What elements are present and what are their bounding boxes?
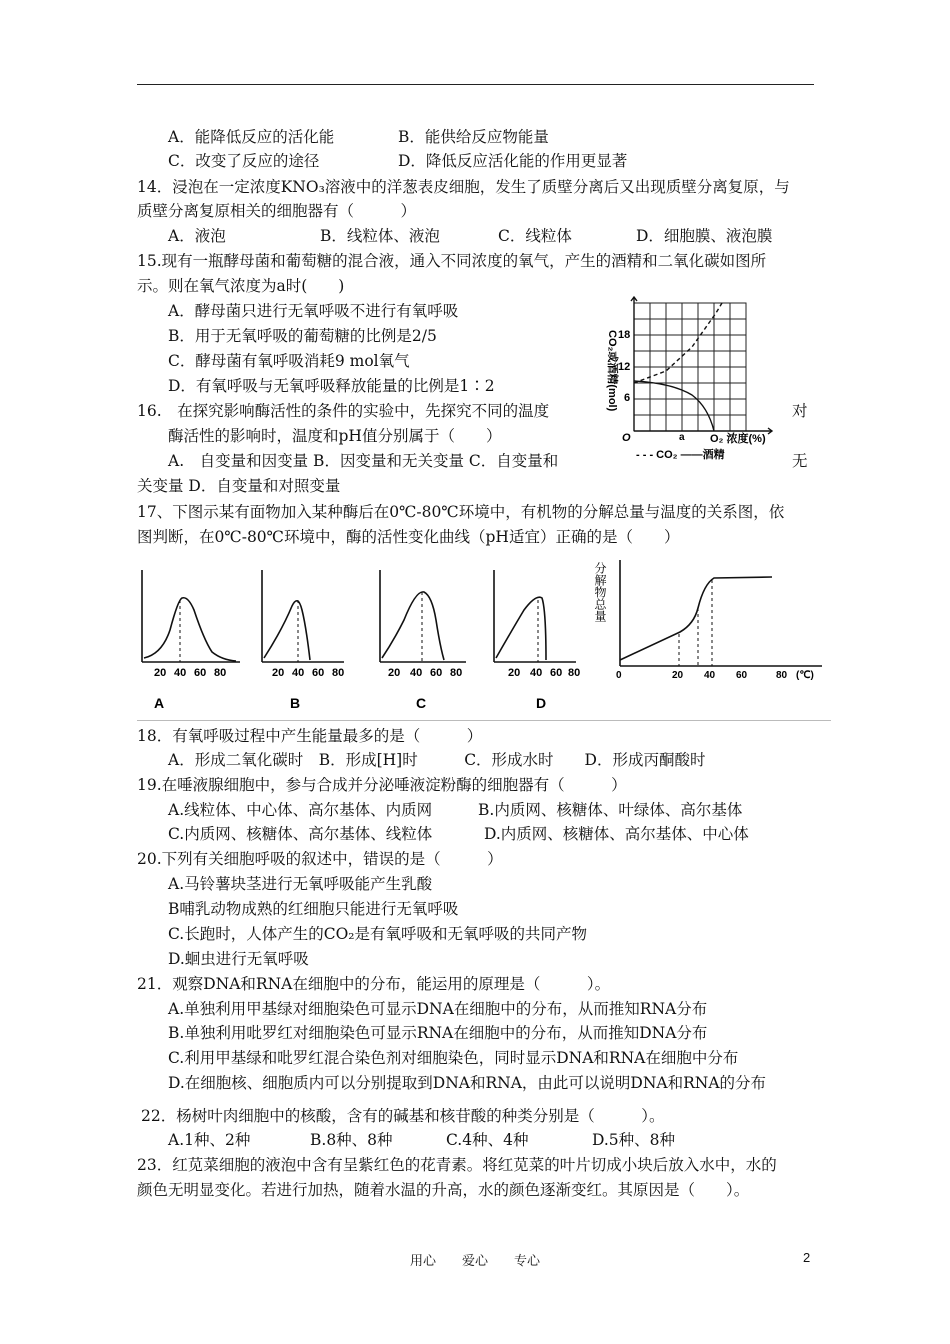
q15-option-a: A．酵母菌只进行无氧呼吸不进行有氧呼吸 bbox=[168, 302, 459, 320]
q19-stem: 19.在唾液腺细胞中，参与合成并分泌唾液淀粉酶的细胞器有（ ） bbox=[137, 776, 627, 794]
q15-figure bbox=[592, 295, 792, 463]
fig17-a-tick-20: 20 bbox=[154, 667, 167, 679]
q13-option-b: B．能供给反应物能量 bbox=[398, 128, 549, 146]
q15-option-d: D．有氧呼吸与无氧呼吸释放能量的比例是1∶2 bbox=[168, 377, 495, 395]
q19-option-c: C.内质网、核糖体、高尔基体、线粒体 bbox=[168, 825, 433, 843]
fig17-label-d: D bbox=[536, 695, 547, 711]
q16-stem-line2: 酶活性的影响时，温度和pH值分别属于（ ） bbox=[168, 427, 502, 445]
fig17-c-tick-80: 80 bbox=[450, 667, 463, 679]
fig17-d-tick-20: 20 bbox=[508, 667, 521, 679]
q20-option-d: D.蛔虫进行无氧呼吸 bbox=[168, 950, 309, 968]
q23-stem-line1: 23．红苋菜细胞的液泡中含有呈紫红色的花青素。将红苋菜的叶片切成小块后放入水中，水的 bbox=[137, 1156, 777, 1174]
q21-option-c: C.利用甲基绿和吡罗红混合染色剂对细胞染色，同时显示DNA和RNA在细胞中分布 bbox=[168, 1049, 739, 1067]
fig17-b-tick-80: 80 bbox=[332, 667, 345, 679]
fig17-label-a: A bbox=[154, 695, 165, 711]
q14-stem-line2: 质壁分离复原相关的细胞器有（ ） bbox=[137, 202, 417, 220]
q16-options-line2: 关变量 D．自变量和对照变量 bbox=[137, 477, 341, 495]
q20-option-b: B哺乳动物成熟的红细胞只能进行无氧呼吸 bbox=[168, 900, 459, 918]
fig15-ytick-18: 18 bbox=[618, 329, 631, 341]
fig17-d-tick-60: 60 bbox=[550, 667, 563, 679]
fig17-d-tick-80: 80 bbox=[568, 667, 581, 679]
q18-options: A．形成二氧化碳时 B．形成[H]时 C．形成水时 D．形成丙酮酸时 bbox=[168, 751, 706, 769]
q13-option-d: D．降低反应活化能的作用更显著 bbox=[398, 152, 628, 170]
q17-figure bbox=[132, 550, 832, 718]
q22-option-b: B.8种、8种 bbox=[310, 1131, 393, 1149]
fig17-a-tick-60: 60 bbox=[194, 667, 207, 679]
q15-stem-line1: 15.现有一瓶酵母菌和葡萄糖的混合液，通入不同浓度的氧气，产生的酒精和二氧化碳如图所 bbox=[137, 252, 767, 270]
q22-option-d: D.5种、8种 bbox=[592, 1131, 676, 1149]
q19-option-b: B.内质网、核糖体、叶绿体、高尔基体 bbox=[478, 801, 743, 819]
q22-stem: 22．杨树叶肉细胞中的核酸，含有的碱基和核苷酸的种类分别是（ ）。 bbox=[141, 1107, 665, 1125]
q15-option-c: C．酵母菌有氧呼吸消耗9 mol氧气 bbox=[168, 352, 410, 370]
fig17-label-b: B bbox=[290, 695, 301, 711]
q14-option-c: C．线粒体 bbox=[498, 227, 572, 245]
q14-option-a: A．液泡 bbox=[168, 227, 226, 245]
q21-option-b: B.单独利用吡罗红对细胞染色可显示RNA在细胞中的分布，从而推知DNA分布 bbox=[168, 1024, 708, 1042]
q22-option-a: A.1种、2种 bbox=[168, 1131, 251, 1149]
q14-option-b: B．线粒体、液泡 bbox=[320, 227, 440, 245]
fig17-c-tick-60: 60 bbox=[430, 667, 443, 679]
q16-stem-line1-tail: 对 bbox=[792, 402, 808, 420]
fig15-ytick-12: 12 bbox=[618, 361, 631, 373]
fig17-c-tick-40: 40 bbox=[410, 667, 423, 679]
q18-stem: 18．有氧呼吸过程中产生能量最多的是（ ） bbox=[137, 727, 483, 745]
fig17-big-xtick-20: 20 bbox=[672, 670, 684, 681]
fig17-b-tick-20: 20 bbox=[272, 667, 285, 679]
fig15-ylabel: CO₂或酒精(mol) bbox=[606, 330, 618, 412]
q17-stem-line2: 图判断，在0℃-80℃环境中，酶的活性变化曲线（pH适宜）正确的是（ ） bbox=[137, 528, 680, 546]
fig17-big-xtick-0: 0 bbox=[616, 670, 622, 681]
q23-stem-line2: 颜色无明显变化。若进行加热，随着水温的升高，水的颜色逐渐变红。其原因是（ ）。 bbox=[137, 1181, 750, 1199]
fig15-origin: O bbox=[622, 432, 631, 444]
q17-stem-line1: 17、下图示某有面物加入某种酶后在0℃-80℃环境中，有机物的分解总量与温度的关系图，依 bbox=[137, 503, 785, 521]
page-footer: 用心 爱心 专心 bbox=[409, 1254, 540, 1269]
fig15-legend: - - - CO₂ ——酒精 bbox=[636, 449, 725, 461]
q20-option-c: C.长跑时，人体产生的CO₂是有氧呼吸和无氧呼吸的共同产物 bbox=[168, 925, 588, 943]
q15-stem-line2: 示。则在氧气浓度为a时( ) bbox=[137, 277, 345, 295]
q15-option-b: B．用于无氧呼吸的葡萄糖的比例是2/5 bbox=[168, 327, 437, 345]
fig17-big-unit: (℃) bbox=[796, 670, 814, 681]
figure-divider bbox=[137, 720, 831, 721]
header-rule bbox=[137, 84, 814, 85]
fig17-big-xtick-60: 60 bbox=[736, 670, 748, 681]
fig17-b-tick-60: 60 bbox=[312, 667, 325, 679]
page-number: 2 bbox=[803, 1250, 811, 1265]
fig15-xlabel: O₂ 浓度(%) bbox=[710, 433, 766, 445]
q16-options-tail: 无 bbox=[792, 452, 808, 470]
q21-option-d: D.在细胞核、细胞质内可以分别提取到DNA和RNA，由此可以说明DNA和RNA的分布 bbox=[168, 1074, 767, 1092]
q16-options: A. 自变量和因变量 B．因变量和无关变量 C．自变量和 bbox=[168, 452, 559, 470]
q20-stem: 20.下列有关细胞呼吸的叙述中，错误的是（ ） bbox=[137, 850, 503, 868]
q19-option-a: A.线粒体、中心体、高尔基体、内质网 bbox=[168, 801, 433, 819]
q19-option-d: D.内质网、核糖体、高尔基体、中心体 bbox=[484, 825, 749, 843]
fig17-c-tick-20: 20 bbox=[388, 667, 401, 679]
fig17-b-tick-40: 40 bbox=[292, 667, 305, 679]
fig17-label-c: C bbox=[416, 695, 427, 711]
q21-option-a: A.单独利用甲基绿对细胞染色可显示DNA在细胞中的分布，从而推知RNA分布 bbox=[168, 1000, 708, 1018]
q14-option-d: D．细胞膜、液泡膜 bbox=[636, 227, 773, 245]
fig17-big-xtick-80: 80 bbox=[776, 670, 788, 681]
fig15-a-label: a bbox=[679, 432, 685, 443]
q21-stem: 21．观察DNA和RNA在细胞中的分布，能运用的原理是（ ）。 bbox=[137, 975, 611, 993]
fig17-a-tick-80: 80 bbox=[214, 667, 227, 679]
q14-stem-line1: 14．浸泡在一定浓度KNO₃溶液中的洋葱表皮细胞，发生了质壁分离后又出现质壁分离复原，与 bbox=[137, 178, 790, 196]
q16-stem-line1: 16. 在探究影响酶活性的条件的实验中，先探究不同的温度 bbox=[137, 402, 550, 420]
fig17-d-tick-40: 40 bbox=[530, 667, 543, 679]
q20-option-a: A.马铃薯块茎进行无氧呼吸能产生乳酸 bbox=[168, 875, 433, 893]
q13-option-a: A．能降低反应的活化能 bbox=[168, 128, 335, 146]
fig17-big-ylabel: 分解物总量 bbox=[593, 562, 607, 622]
fig17-big-xtick-40: 40 bbox=[704, 670, 716, 681]
fig15-ytick-6: 6 bbox=[624, 392, 631, 404]
q22-option-c: C.4种、4种 bbox=[446, 1131, 529, 1149]
fig17-a-tick-40: 40 bbox=[174, 667, 187, 679]
q13-option-c: C．改变了反应的途径 bbox=[168, 152, 320, 170]
